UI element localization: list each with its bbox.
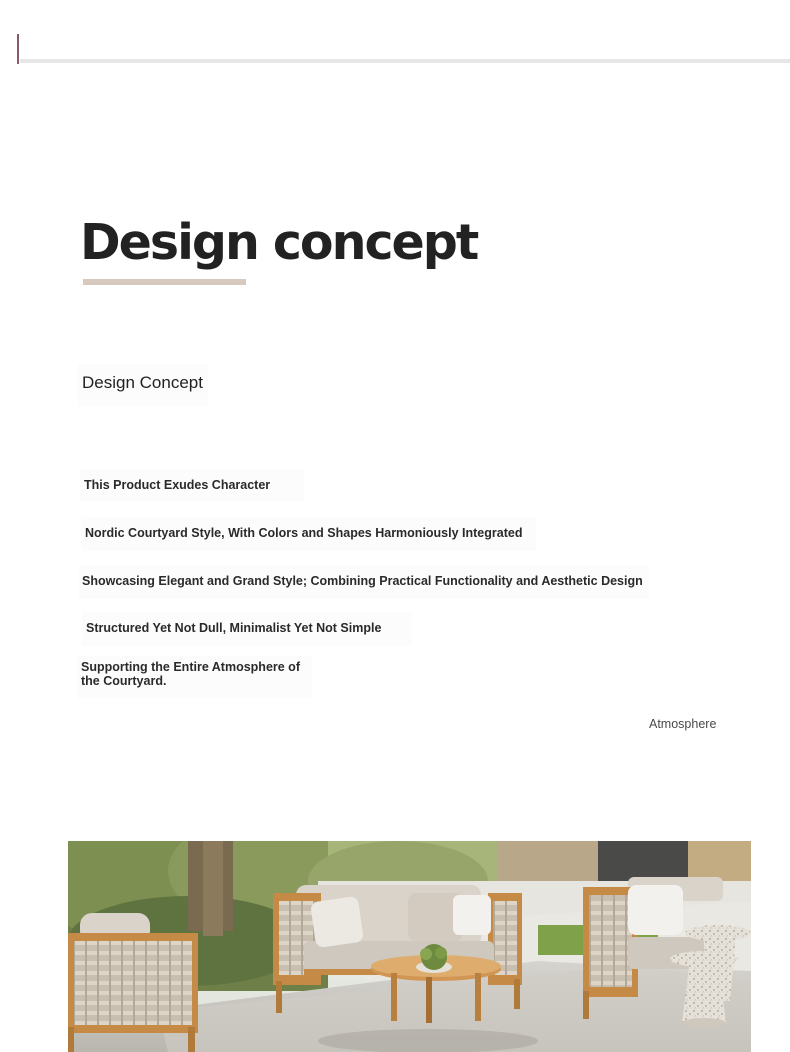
feature-line-5-part-2: the Courtyard. (81, 674, 167, 688)
loveseat-left (68, 913, 198, 1052)
page-headline: Design concept (80, 214, 478, 271)
feature-line-2: Nordic Courtyard Style, With Colors and Shapes Harmoniously Integrated (81, 517, 536, 551)
product-photo (68, 841, 751, 1052)
top-accent-bar (17, 34, 19, 64)
feature-line-4: Structured Yet Not Dull, Minimalist Yet Not Simple (82, 612, 412, 646)
feature-line-3: Showcasing Elegant and Grand Style; Combining Practical Functionality and Aesthetic Design (79, 565, 649, 599)
headline-underline (83, 279, 246, 285)
feature-line-5 (77, 656, 312, 698)
atmosphere-caption: Atmosphere (649, 717, 717, 731)
feature-line-5-part-1: Supporting the Entire Atmosphere of (81, 660, 300, 674)
section-subheading: Design Concept (78, 364, 208, 406)
top-divider (20, 59, 790, 63)
feature-line-1: This Product Exudes Character (80, 469, 304, 501)
